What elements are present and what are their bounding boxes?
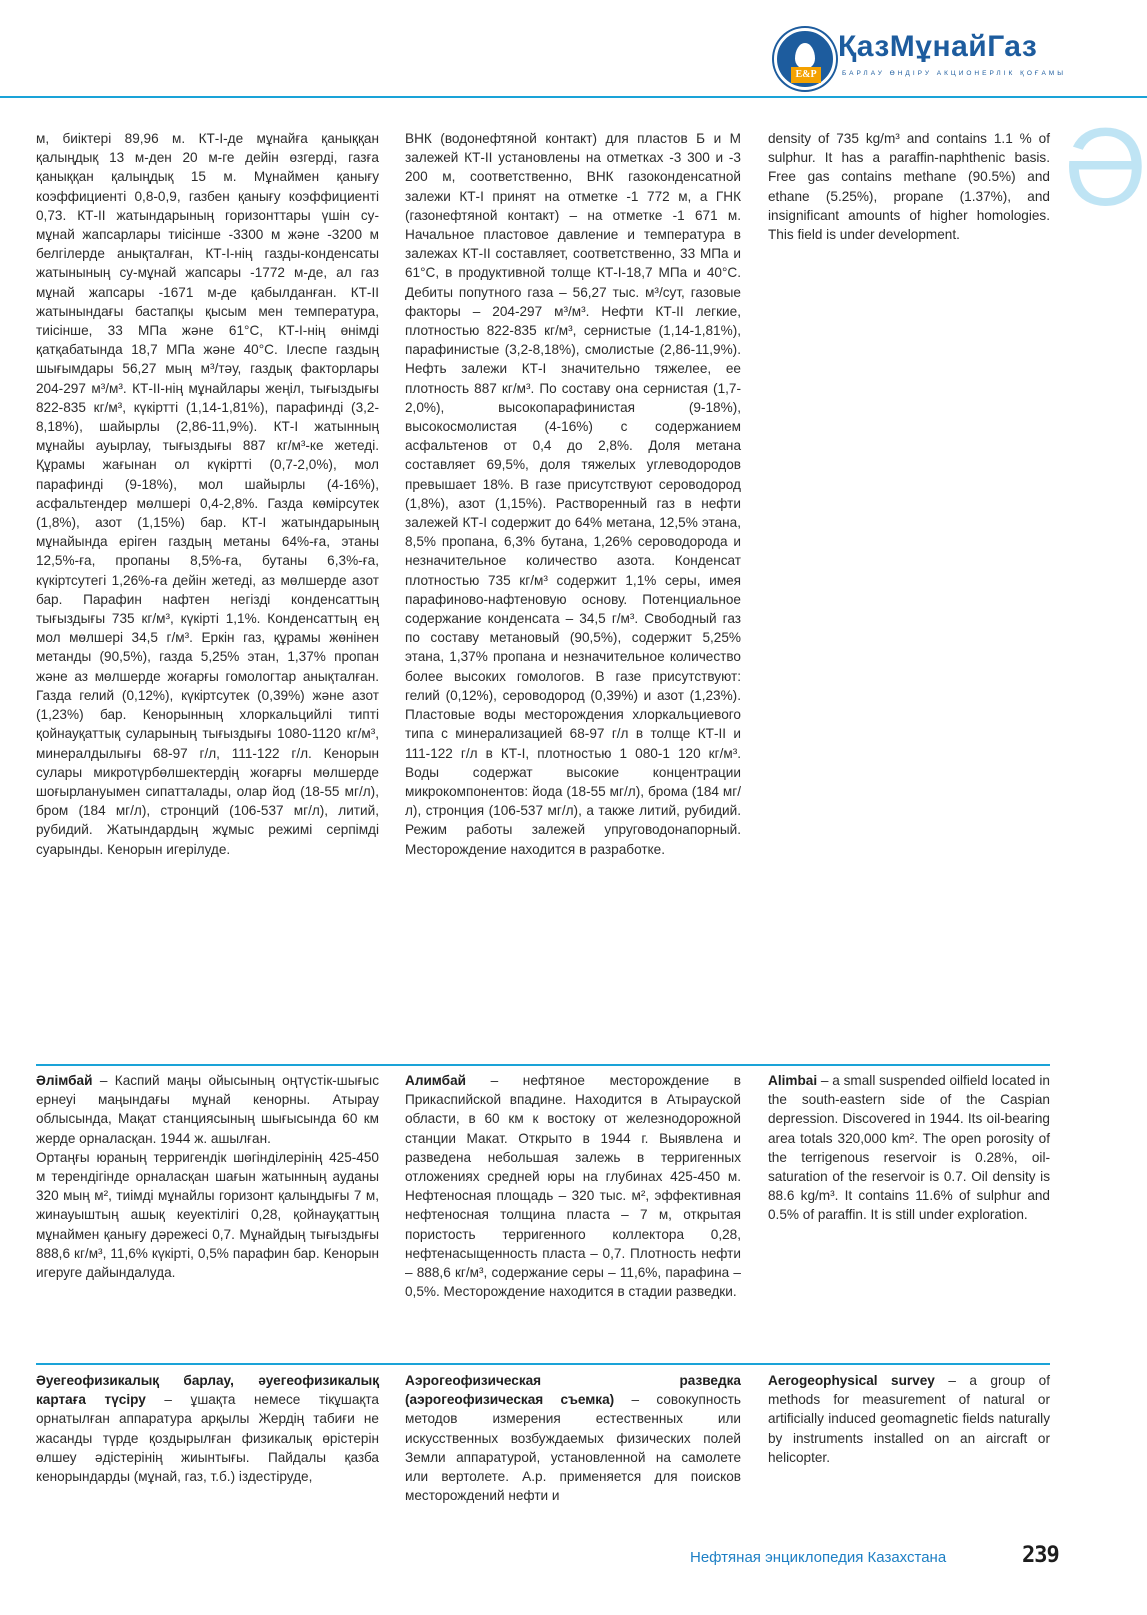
kz-entry-text: – ұшақта немесе тікұшақта орнатылған аппаратура арқылы Жердің табиғи не жасанды түрде қоздырылған физикалық өрістерін өлшеу әдістерінің жиынтығы. Пайдалы қазба кенорындарды (мұнай, газ, т.б.) іздестіруде, [36,1392,379,1485]
kz-entry-aerogeophysical [36,1371,379,1486]
ru-entry-term: Алимбай [405,1073,466,1088]
kz-paragraph: м, биіктері 89,96 м. КТ-І-де мұнайға қаныққан қалыңдық 13 м-ден 20 м-ге дейін өзгерді, газға қаныққан қалыңдық 15 м. Мұнаймен қанығу коэффициенті 0,8-0,9, газбен қанығу коэффициенті 0,73. КТ-ІІ жатындарының горизонттары үшін су-мұнай жапсарлары тиісінше -3300 м және -3200 м белгілерде анықталған, КТ-І-нің газды-конденсаты жатынының су-мұнай жапсары -1772 м-де, ал газ мұнай жапсары -1671 м-де қабылданған. КТ-ІІ жатынындағы бастапқы қысым мен температура, тиісінше, 33 МПа және 61°С, КТ-І-нің өнімді қатқабатында 18,7 МПа және 40°С. Ілеспе газдың шығымдары 56,27 мың м³/тәу, газдық факторлары 204-297 м³/м³. КТ-ІІ-нің мұнайлары жеңіл, тығыздығы 822-835 кг/м³, күкіртті (1,14-1,81%), парафинді (3,2-8,18%), шайырлы (2,86-11,9%). КТ-І жатынның мұнайы ауырлау, тығыздығы 887 кг/м³-ке жетеді. Құрамы жағынан ол күкіртті (0,7-2,0%), мол парафинді (9-18%), мол шайырлы (4-16%), асфальтендер мөлшері 0,4-2,8%. Газда көмірсутек (1,8%), азот (1,15%) бар. КТ-І жатындарының мұнайында еріген газдың метаны 64%-ға, этаны 12,5%-ға, пропаны 8,5%-ға, бутаны 6,3%-ға, күкіртсутегі 1,26%-ға дейін жетеді, аз мөлшерде азот бар. Парафин нафтен негізді конденсаттың тығыздығы 735 кг/м³, күкірті 1,1%. Конденсаттың ең мол мөлшері 34,5 г/м³. Еркін газ, құрамы жөнінен метанды (90,5%), газда 5,25% этан, 1,37% пропан және аз мөлшерде жоғарғы гомологтар анықталған. Газда гелий (0,12%), күкіртсутек (0,39%) және азот (1,23%) бар. Кенорынның хлоркальцийлі типті қойнауқаттық суларының тығыздығы 1080-1120 кг/м³, минералдылығы 68-97 г/л, 111-122 г/л. Кенорын сулары микротүрбөлшектердің жоғарғы мөлшерде шоғырлануымен сипатталады, олар йод (18-55 мг/л), бром (184 мг/л), стронций (106-537 мг/л), литий, рубидий. Жатындардың жұмыс режимі серпімді суарынды. Кенорын игерілуде. [36,131,379,857]
logo-ep-badge: E&P [791,67,821,83]
logo-tagline: БАРЛАУ ӨНДІРУ АКЦИОНЕРЛІК ҚОҒАМЫ [842,70,1066,77]
ru-entry-paragraph [405,1071,741,1301]
kz-entry-paragraph [36,1371,379,1486]
header-divider [0,96,1147,98]
running-footer-title: Нефтяная энциклопедия Казахстана [690,1549,947,1566]
ru-paragraph: ВНК (водонефтяной контакт) для пластов Б и М залежей КТ-ІІ установлены на отметках -3 300 и -3 200 м, соответственно, ВНК газоконденсатной залежи КТ-І принят на отметке -1 772 м, а ГНК (газонефтяной контакт) – на отметке -1 671 м. Начальное пластовое давление и температура в залежах КТ-ІІ составляет, соответственно, 33 МПа и 61°С, в продуктивной толще КТ-І-18,7 МПа и 40°С. Дебиты попутного газа – 56,27 тыс. м³/сут, газовые факторы – 204-297 м³/м³. Нефти КТ-ІІ легкие, плотностью 822-835 кг/м³, сернистые (1,14-1,81%), парафинистые (3,2-8,18%), смолистые (2,86-11,9%). Нефть залежи КТ-І значительно тяжелее, ее плотность 887 кг/м³. По составу она сернистая (1,7-2,0%), высокопарафинистая (9-18%), высокосмолистая (4-16%) с содержанием асфальтенов от 0,4 до 2,8%. Доля метана составляет 69,5%, доля тяжелых углеводородов превышает 18%. В газе присутствуют сероводород (1,8%), азот (1,15%). Растворенный газ в нефти залежей КТ-І содержит до 64% метана, 12,5% этана, 8,5% пропана, 6,3% бутана, 1,26% сероводорода и незначительное количество азота. Конденсат плотностью 735 кг/м³ содержит 1,1% серы, имея парафиново-нафтеновую основу. Потенциальное содержание конденсата – 34,5 г/м³. Свободный газ по составу метановый (90,5%), содержит 5,25% этана, 1,37% пропана и незначительное количество более высоких гомологов. В газе присутствуют: гелий (0,12%), сероводород (0,39%) и азот (1,23%). Пластовые воды месторождения хлоркальциевого типа с минерализацией 68-97 г/л в толще КТ-ІІ и 111-122 г/л в КТ-І, плотностью 1 080-1 120 кг/м³. Воды содержат высокие концентрации микрокомпонентов: йода (18-55 мг/л), брома (184 мг/л), стронция (106-537 мг/л), а также литий, рубидий. Режим работы залежей упруговодонапорный. Месторождение находится в разработке. [405,131,741,857]
entry-divider [36,1363,1050,1365]
en-paragraph: density of 735 kg/m³ and contains 1.1 % of sulphur. It has a paraffin-naphthenic basis. Free gas contains methane (90.5%) and ethane (5.25%), propane (1.37%), and insignificant amounts of higher homologies. This field is under development. [768,131,1050,243]
kz-entry-paragraph-2: Ортаңғы юраның терригендік шөгінділерінің 425-450 м терендігінде орналасқан шағын жатынның ауданы 320 мың м², тиімді мұнайлы горизонт қалыңдығы 7 м, жинауыштың ашық кеуектілігі 0,28, қойнауқаттың мұнаймен қанығу дәрежесі 0,7. Мұнайдың тығыздығы 888,6 кг/м³, 11,6% күкірті, 0,5% парафин бар. Кенорын игеруге дайындалуда. [36,1149,379,1281]
ru-entry-alimbai [405,1071,741,1301]
kz-entry-paragraph [36,1071,379,1148]
ru-entry-paragraph [405,1371,741,1505]
kz-column-continuation [36,129,379,859]
kz-entry-alimbai [36,1071,379,1282]
section-letter-marker: Ә [1064,118,1147,218]
en-entry-alimbai [768,1071,1050,1225]
en-entry-paragraph [768,1071,1050,1225]
en-entry-text: – a group of methods for measurement of natural or artificially induced geomagnetic fields naturally by instruments installed on an aircraft or helicopter. [768,1373,1050,1465]
page-number: 239 [1022,1543,1059,1568]
kz-entry-text: – Каспий маңы ойысының оңтүстік-шығыс ернеуі маңындағы мұнай кенорны. Атырау облысында, Мақат станциясының шығысында 60 км жерде орналасқан. 1944 ж. ашылған. [36,1073,379,1146]
logo-brand-name: ҚазМұнайГаз [838,30,1038,63]
ru-entry-text: – нефтяное месторождение в Прикаспийской впадине. Находится в Атырауской области, в 60 км к востоку от железнодорожной станции Макат. Открыто в 1944 г. Выявлена и разведена небольшая залежь в терригенных отложениях средней юры на глубинах 425-450 м. Нефтеносная площадь – 320 тыс. м², эффективная нефтеносная толщина пласта – 7 м, открытая пористость терригенного коллектора 0,28, нефтенасыщенность пласта – 0,7. Плотность нефти – 888,6 кг/м³, содержание серы – 11,6%, парафина – 0,5%. Месторождение находится в стадии разведки. [405,1073,741,1300]
kz-entry-term: Әлімбай [36,1073,93,1088]
ru-column-continuation [405,129,741,859]
en-entry-text: – a small suspended oilfield located in the south-eastern side of the Caspian depression. Discovered in 1944. Its oil-bearing area totals 320,000 km². The open porosity of the terrigenous reservoir is 0.28%, oil-saturation of the reservoir is 0.7. Oil density is 88.6 kg/m³. It contains 11.6% of sulphur and 0.5% of paraffin. It is still under exploration. [768,1073,1050,1223]
ru-entry-text: – совокупность методов измерения естественных или искусственных возбуждаемых физических полей Земли аппаратурой, установленной на самолете или вертолете. А.р. применяется для поисков месторождений нефти и [405,1392,741,1504]
en-column-continuation [768,129,1050,244]
oil-drop-icon [795,43,815,69]
entry-divider [36,1064,1050,1066]
ru-entry-aerogeophysical [405,1371,741,1505]
company-logo [774,24,1074,92]
ru-entry-term: Аэрогеофизическая разведка (аэрогеофизическая съемка) [405,1373,741,1408]
kz-entry-term: Әуегеофизикалық барлау, әуегеофизикалық картаға түсіру [36,1373,379,1408]
logo-emblem-icon [774,28,836,90]
en-entry-term: Alimbai [768,1073,818,1088]
en-entry-term: Aerogeophysical survey [768,1373,935,1388]
en-entry-paragraph [768,1371,1050,1467]
en-entry-aerogeophysical [768,1371,1050,1467]
